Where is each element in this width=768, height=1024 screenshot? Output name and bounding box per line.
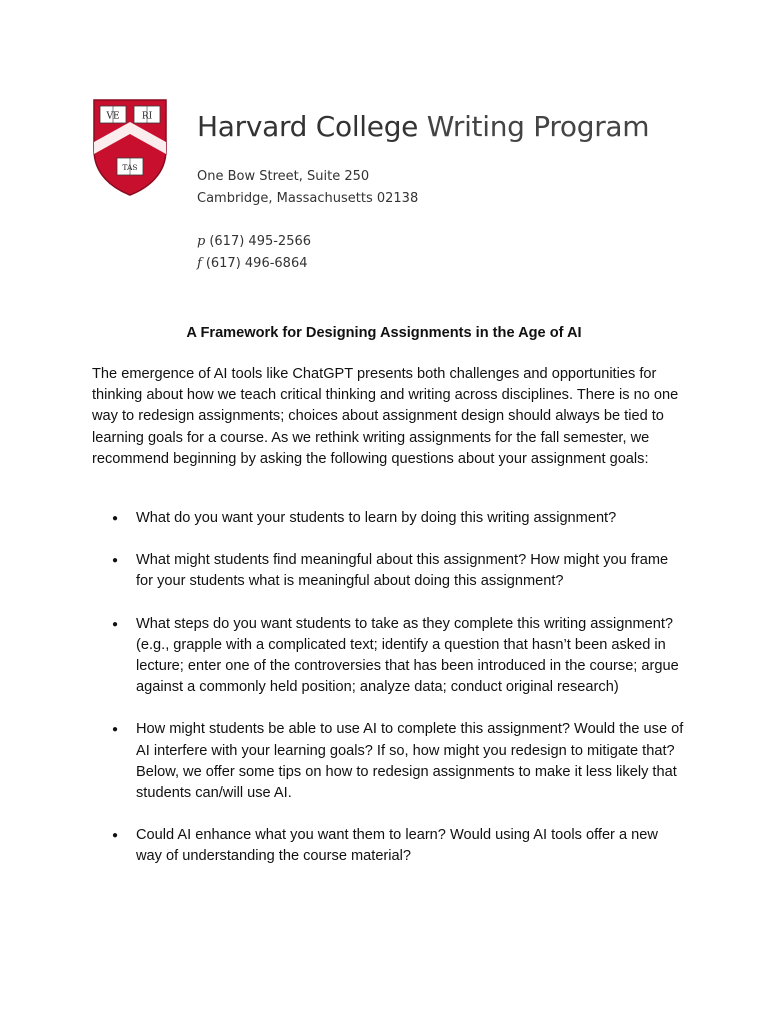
crest-book-ri	[134, 106, 160, 123]
harvard-crest-logo	[92, 98, 168, 196]
fax-prefix: f	[197, 256, 202, 271]
crest-text-tas: TAS	[122, 163, 138, 172]
phone-line	[197, 234, 311, 249]
list-item-text: What might students find meaningful about this assignment? How might you frame for your students what is meaningful about doing this assignment?	[136, 552, 669, 590]
org-name-part2: Writing Program	[426, 110, 650, 143]
phone-number: (617) 495-2566	[209, 234, 312, 249]
phone-prefix: p	[197, 234, 206, 249]
bullet-icon: ●	[112, 724, 119, 736]
list-item	[0, 614, 684, 699]
address-line-2: Cambridge, Massachusetts 02138	[197, 191, 419, 206]
question-list	[0, 508, 768, 889]
address-line-1: One Bow Street, Suite 250	[197, 169, 370, 184]
crest-book-tas	[117, 158, 143, 175]
list-item	[0, 550, 684, 592]
intro-paragraph: The emergence of AI tools like ChatGPT presents both challenges and opportunities for thinking about how we teach critical thinking and writing across disciplines. There is no one way to redesign assignments; choices about assignment design should always be tied to learning goals for a course. As we rethink writing assignments for the fall semester, we recommend beginning by asking the following questions about your assignment goals:	[92, 366, 679, 467]
bullet-icon: ●	[112, 555, 119, 567]
bullet-icon: ●	[112, 618, 119, 630]
org-name-part1: Harvard College	[197, 110, 419, 143]
org-name	[197, 110, 649, 143]
list-item	[0, 719, 684, 804]
list-item-text: Could AI enhance what you want them to learn? Would using AI tools offer a new way of understanding the course material?	[136, 827, 658, 865]
list-item-text: How might students be able to use AI to complete this assignment? Would the use of AI interfere with your learning goals? If so, how might you redesign to mitigate that? Below, we offer some tips on how to redesign assignments to make it less likely that students can/will use AI.	[136, 721, 684, 802]
crest-text-ve: VE	[106, 111, 120, 122]
list-item	[0, 825, 684, 867]
document-title: A Framework for Designing Assignments in the Age of AI	[186, 325, 582, 341]
crest-book-ve	[100, 106, 126, 123]
list-item-text: What steps do you want students to take as they complete this writing assignment? (e.g., grapple with a complicated text; identify a question that hasn’t been asked in lecture; enter one of the controversies that has been introduced in the course; argue against a commonly held position; analyze data; conduct original research)	[136, 615, 679, 696]
bullet-icon: ●	[112, 513, 119, 524]
list-item-text: What do you want your students to learn by doing this writing assignment?	[136, 510, 617, 526]
fax-line	[197, 256, 308, 271]
fax-number: (617) 496-6864	[205, 256, 308, 271]
crest-text-ri: RI	[141, 111, 153, 122]
list-item	[0, 508, 684, 529]
bullet-icon: ●	[112, 830, 119, 842]
